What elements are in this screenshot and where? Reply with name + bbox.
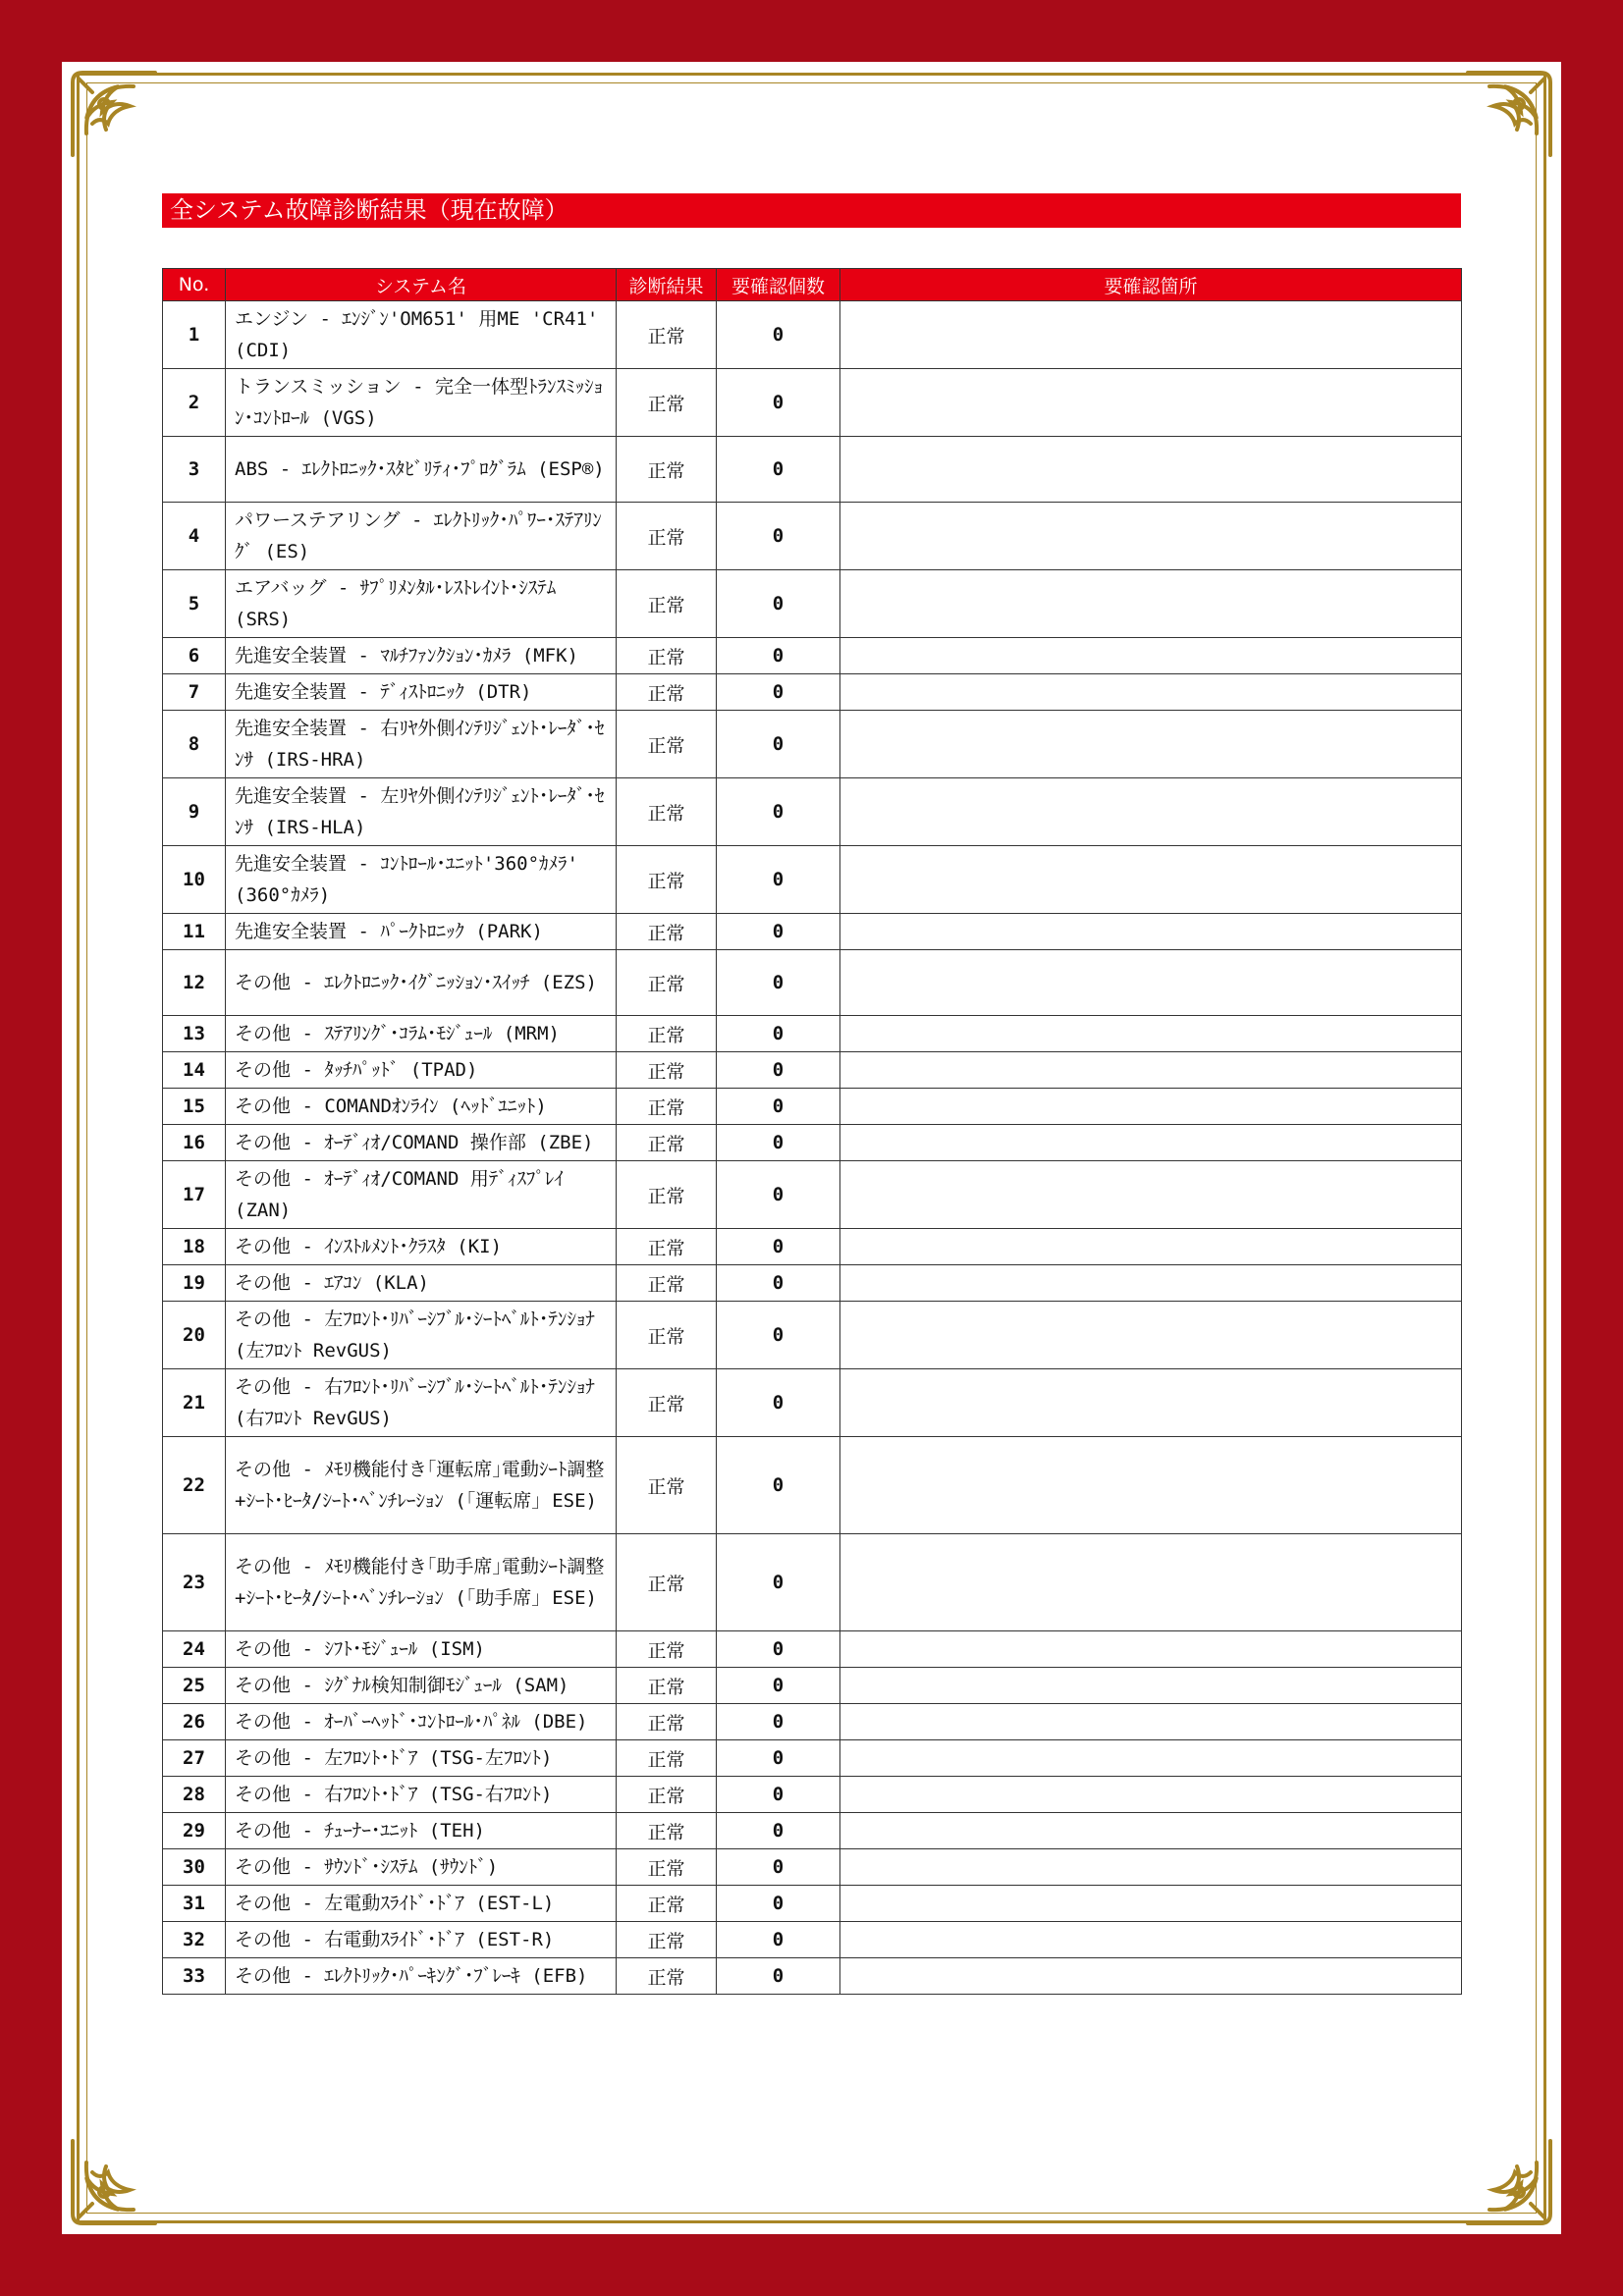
check-location (840, 1777, 1462, 1813)
check-count: 0 (717, 1849, 840, 1886)
row-number: 8 (163, 711, 226, 778)
diagnosis-result: 正常 (617, 570, 717, 638)
check-count: 0 (717, 1813, 840, 1849)
system-name: その他 - ｴﾚｸﾄﾘｯｸ･ﾊﾟｰｷﾝｸﾞ･ﾌﾞﾚｰｷ (EFB) (226, 1958, 617, 1995)
diagnosis-result: 正常 (617, 301, 717, 369)
system-name: その他 - ｼｸﾞﾅﾙ検知制御ﾓｼﾞｭｰﾙ (SAM) (226, 1668, 617, 1704)
table-row (163, 301, 1462, 369)
check-location (840, 1125, 1462, 1161)
check-location (840, 1922, 1462, 1958)
table-row (163, 1668, 1462, 1704)
check-count: 0 (717, 1777, 840, 1813)
diagnosis-result: 正常 (617, 711, 717, 778)
check-count: 0 (717, 1089, 840, 1125)
row-number: 3 (163, 437, 226, 503)
diagnosis-result: 正常 (617, 1052, 717, 1089)
check-location (840, 950, 1462, 1016)
diagnosis-result: 正常 (617, 1958, 717, 1995)
table-row (163, 1958, 1462, 1995)
check-location (840, 570, 1462, 638)
diagnosis-result: 正常 (617, 1437, 717, 1534)
table-row (163, 1813, 1462, 1849)
ornamental-corner-icon (65, 65, 163, 163)
table-row (163, 1125, 1462, 1161)
system-name: パワーステアリング - ｴﾚｸﾄﾘｯｸ･ﾊﾟﾜｰ･ｽﾃｱﾘﾝｸﾞ (ES) (226, 503, 617, 570)
row-number: 24 (163, 1631, 226, 1668)
check-location (840, 1302, 1462, 1369)
check-count: 0 (717, 1229, 840, 1265)
row-number: 18 (163, 1229, 226, 1265)
row-number: 14 (163, 1052, 226, 1089)
table-row (163, 437, 1462, 503)
check-count: 0 (717, 950, 840, 1016)
system-name: その他 - ｼﾌﾄ･ﾓｼﾞｭｰﾙ (ISM) (226, 1631, 617, 1668)
check-location (840, 1740, 1462, 1777)
check-location (840, 1958, 1462, 1995)
diagnosis-result: 正常 (617, 846, 717, 914)
check-location (840, 1089, 1462, 1125)
diagnosis-result: 正常 (617, 1813, 717, 1849)
table-row (163, 1740, 1462, 1777)
row-number: 6 (163, 638, 226, 674)
check-count: 0 (717, 301, 840, 369)
system-name: その他 - ｵｰﾃﾞｨｵ/COMAND 操作部 (ZBE) (226, 1125, 617, 1161)
system-name: 先進安全装置 - ｺﾝﾄﾛｰﾙ･ﾕﾆｯﾄ'360°ｶﾒﾗ' (360°ｶﾒﾗ) (226, 846, 617, 914)
check-location (840, 1631, 1462, 1668)
table-row (163, 1886, 1462, 1922)
row-number: 23 (163, 1534, 226, 1631)
table-row (163, 570, 1462, 638)
row-number: 11 (163, 914, 226, 950)
row-number: 5 (163, 570, 226, 638)
row-number: 29 (163, 1813, 226, 1849)
system-name: その他 - ｵｰﾃﾞｨｵ/COMAND 用ﾃﾞｨｽﾌﾟﾚｲ (ZAN) (226, 1161, 617, 1229)
system-name: その他 - ｲﾝｽﾄﾙﾒﾝﾄ･ｸﾗｽﾀ (KI) (226, 1229, 617, 1265)
header-count: 要確認個数 (717, 269, 840, 301)
check-count: 0 (717, 1125, 840, 1161)
row-number: 15 (163, 1089, 226, 1125)
diagnosis-result: 正常 (617, 1849, 717, 1886)
system-name: 先進安全装置 - ﾃﾞｨｽﾄﾛﾆｯｸ (DTR) (226, 674, 617, 711)
header-no: No. (163, 269, 226, 301)
check-count: 0 (717, 711, 840, 778)
check-count: 0 (717, 1369, 840, 1437)
row-number: 2 (163, 369, 226, 437)
diagnosis-result: 正常 (617, 950, 717, 1016)
check-location (840, 638, 1462, 674)
ornamental-corner-icon (65, 2133, 163, 2231)
system-name: その他 - 右ﾌﾛﾝﾄ･ﾘﾊﾞｰｼﾌﾞﾙ･ｼｰﾄﾍﾞﾙﾄ･ﾃﾝｼｮﾅ (右ﾌﾛﾝﾄ RevGUS) (226, 1369, 617, 1437)
check-location (840, 301, 1462, 369)
table-row (163, 846, 1462, 914)
diagnosis-result: 正常 (617, 1534, 717, 1631)
diagnosis-result: 正常 (617, 778, 717, 846)
table-row (163, 914, 1462, 950)
diagnosis-result: 正常 (617, 437, 717, 503)
check-location (840, 503, 1462, 570)
check-count: 0 (717, 369, 840, 437)
check-count: 0 (717, 1265, 840, 1302)
system-name: その他 - ﾒﾓﾘ機能付き｢助手席｣電動ｼｰﾄ調整+ｼｰﾄ･ﾋｰﾀ/ｼｰﾄ･ﾍﾞﾝﾁﾚｰｼｮﾝ (｢助手席｣ ESE) (226, 1534, 617, 1631)
table-row (163, 1369, 1462, 1437)
header-result: 診断結果 (617, 269, 717, 301)
check-location (840, 1016, 1462, 1052)
table-row (163, 1052, 1462, 1089)
system-name: 先進安全装置 - 右ﾘﾔ外側ｲﾝﾃﾘｼﾞｪﾝﾄ･ﾚｰﾀﾞ･ｾﾝｻ (IRS-HRA) (226, 711, 617, 778)
system-name: その他 - ｵｰﾊﾞｰﾍｯﾄﾞ･ｺﾝﾄﾛｰﾙ･ﾊﾟﾈﾙ (DBE) (226, 1704, 617, 1740)
system-name: その他 - ﾒﾓﾘ機能付き｢運転席｣電動ｼｰﾄ調整+ｼｰﾄ･ﾋｰﾀ/ｼｰﾄ･ﾍﾞﾝﾁﾚｰｼｮﾝ (｢運転席｣ ESE) (226, 1437, 617, 1534)
check-count: 0 (717, 1704, 840, 1740)
diagnosis-result: 正常 (617, 1886, 717, 1922)
row-number: 28 (163, 1777, 226, 1813)
check-count: 0 (717, 846, 840, 914)
check-count: 0 (717, 638, 840, 674)
table-row (163, 1016, 1462, 1052)
table-header-row (163, 269, 1462, 301)
diagnosis-result: 正常 (617, 1125, 717, 1161)
header-location: 要確認箇所 (840, 269, 1462, 301)
check-location (840, 437, 1462, 503)
row-number: 31 (163, 1886, 226, 1922)
check-location (840, 674, 1462, 711)
table-row (163, 1849, 1462, 1886)
check-count: 0 (717, 570, 840, 638)
check-location (840, 1265, 1462, 1302)
check-location (840, 846, 1462, 914)
table-row (163, 1302, 1462, 1369)
check-count: 0 (717, 778, 840, 846)
row-number: 25 (163, 1668, 226, 1704)
table-row (163, 1922, 1462, 1958)
system-name: その他 - 右電動ｽﾗｲﾄﾞ･ﾄﾞｱ (EST-R) (226, 1922, 617, 1958)
diagnosis-table (162, 268, 1462, 1995)
diagnosis-result: 正常 (617, 1777, 717, 1813)
diagnosis-result: 正常 (617, 1369, 717, 1437)
system-name: ABS - ｴﾚｸﾄﾛﾆｯｸ･ｽﾀﾋﾞﾘﾃｨ･ﾌﾟﾛｸﾞﾗﾑ (ESP®) (226, 437, 617, 503)
diagnosis-result: 正常 (617, 1704, 717, 1740)
row-number: 7 (163, 674, 226, 711)
system-name: その他 - ｽﾃｱﾘﾝｸﾞ･ｺﾗﾑ･ﾓｼﾞｭｰﾙ (MRM) (226, 1016, 617, 1052)
header-system-name: システム名 (226, 269, 617, 301)
system-name: その他 - 右ﾌﾛﾝﾄ･ﾄﾞｱ (TSG-右ﾌﾛﾝﾄ) (226, 1777, 617, 1813)
row-number: 12 (163, 950, 226, 1016)
diagnosis-result: 正常 (617, 638, 717, 674)
row-number: 1 (163, 301, 226, 369)
system-name: その他 - 左ﾌﾛﾝﾄ･ﾘﾊﾞｰｼﾌﾞﾙ･ｼｰﾄﾍﾞﾙﾄ･ﾃﾝｼｮﾅ (左ﾌﾛﾝﾄ RevGUS) (226, 1302, 617, 1369)
table-row (163, 1631, 1462, 1668)
check-location (840, 1437, 1462, 1534)
system-name: トランスミッション - 完全一体型ﾄﾗﾝｽﾐｯｼｮﾝ･ｺﾝﾄﾛｰﾙ (VGS) (226, 369, 617, 437)
table-row (163, 674, 1462, 711)
row-number: 10 (163, 846, 226, 914)
report-title: 全システム故障診断結果（現在故障） (162, 193, 1461, 228)
system-name: その他 - 左電動ｽﾗｲﾄﾞ･ﾄﾞｱ (EST-L) (226, 1886, 617, 1922)
diagnosis-result: 正常 (617, 503, 717, 570)
check-count: 0 (717, 1016, 840, 1052)
check-location (840, 1849, 1462, 1886)
system-name: その他 - ｴｱｺﾝ (KLA) (226, 1265, 617, 1302)
check-location (840, 1704, 1462, 1740)
check-count: 0 (717, 1668, 840, 1704)
ornamental-corner-icon (1460, 2133, 1558, 2231)
row-number: 21 (163, 1369, 226, 1437)
check-count: 0 (717, 1302, 840, 1369)
diagnosis-result: 正常 (617, 1089, 717, 1125)
check-count: 0 (717, 437, 840, 503)
table-row (163, 1265, 1462, 1302)
check-location (840, 914, 1462, 950)
check-location (840, 1668, 1462, 1704)
check-location (840, 1052, 1462, 1089)
check-count: 0 (717, 503, 840, 570)
diagnosis-result: 正常 (617, 369, 717, 437)
row-number: 20 (163, 1302, 226, 1369)
system-name: その他 - ﾀｯﾁﾊﾟｯﾄﾞ (TPAD) (226, 1052, 617, 1089)
check-count: 0 (717, 1631, 840, 1668)
row-number: 13 (163, 1016, 226, 1052)
system-name: エアバッグ - ｻﾌﾟﾘﾒﾝﾀﾙ･ﾚｽﾄﾚｲﾝﾄ･ｼｽﾃﾑ (SRS) (226, 570, 617, 638)
row-number: 9 (163, 778, 226, 846)
row-number: 17 (163, 1161, 226, 1229)
check-count: 0 (717, 1437, 840, 1534)
table-row (163, 638, 1462, 674)
diagnosis-result: 正常 (617, 1740, 717, 1777)
check-count: 0 (717, 1052, 840, 1089)
row-number: 33 (163, 1958, 226, 1995)
check-count: 0 (717, 1534, 840, 1631)
table-row (163, 503, 1462, 570)
table-row (163, 369, 1462, 437)
row-number: 30 (163, 1849, 226, 1886)
row-number: 19 (163, 1265, 226, 1302)
table-row (163, 778, 1462, 846)
system-name: その他 - COMANDｵﾝﾗｲﾝ (ﾍｯﾄﾞﾕﾆｯﾄ) (226, 1089, 617, 1125)
check-count: 0 (717, 1740, 840, 1777)
ornamental-corner-icon (1460, 65, 1558, 163)
diagnosis-result: 正常 (617, 1229, 717, 1265)
diagnosis-result: 正常 (617, 914, 717, 950)
table-row (163, 1161, 1462, 1229)
check-location (840, 1534, 1462, 1631)
table-row (163, 711, 1462, 778)
table-row (163, 1777, 1462, 1813)
check-location (840, 369, 1462, 437)
system-name: 先進安全装置 - 左ﾘﾔ外側ｲﾝﾃﾘｼﾞｪﾝﾄ･ﾚｰﾀﾞ･ｾﾝｻ (IRS-HLA) (226, 778, 617, 846)
table-row (163, 950, 1462, 1016)
diagnosis-result: 正常 (617, 674, 717, 711)
system-name: その他 - ﾁｭｰﾅｰ･ﾕﾆｯﾄ (TEH) (226, 1813, 617, 1849)
table-row (163, 1089, 1462, 1125)
diagnosis-result: 正常 (617, 1631, 717, 1668)
check-location (840, 1161, 1462, 1229)
check-location (840, 1229, 1462, 1265)
row-number: 27 (163, 1740, 226, 1777)
diagnosis-result: 正常 (617, 1922, 717, 1958)
table-row (163, 1534, 1462, 1631)
system-name: その他 - ｴﾚｸﾄﾛﾆｯｸ･ｲｸﾞﾆｯｼｮﾝ･ｽｲｯﾁ (EZS) (226, 950, 617, 1016)
diagnosis-result: 正常 (617, 1016, 717, 1052)
check-location (840, 1886, 1462, 1922)
system-name: 先進安全装置 - ﾏﾙﾁﾌｧﾝｸｼｮﾝ･ｶﾒﾗ (MFK) (226, 638, 617, 674)
diagnosis-result: 正常 (617, 1668, 717, 1704)
check-count: 0 (717, 1922, 840, 1958)
table-row (163, 1704, 1462, 1740)
system-name: その他 - 左ﾌﾛﾝﾄ･ﾄﾞｱ (TSG-左ﾌﾛﾝﾄ) (226, 1740, 617, 1777)
row-number: 22 (163, 1437, 226, 1534)
diagnosis-result: 正常 (617, 1302, 717, 1369)
check-location (840, 711, 1462, 778)
diagnosis-result: 正常 (617, 1265, 717, 1302)
row-number: 16 (163, 1125, 226, 1161)
table-row (163, 1229, 1462, 1265)
row-number: 26 (163, 1704, 226, 1740)
check-location (840, 778, 1462, 846)
check-count: 0 (717, 674, 840, 711)
system-name: エンジン - ｴﾝｼﾞﾝ'OM651' 用ME 'CR41' (CDI) (226, 301, 617, 369)
check-count: 0 (717, 1886, 840, 1922)
row-number: 32 (163, 1922, 226, 1958)
check-count: 0 (717, 1958, 840, 1995)
check-count: 0 (717, 1161, 840, 1229)
check-count: 0 (717, 914, 840, 950)
check-location (840, 1813, 1462, 1849)
system-name: 先進安全装置 - ﾊﾟｰｸﾄﾛﾆｯｸ (PARK) (226, 914, 617, 950)
system-name: その他 - ｻｳﾝﾄﾞ･ｼｽﾃﾑ (ｻｳﾝﾄﾞ) (226, 1849, 617, 1886)
row-number: 4 (163, 503, 226, 570)
diagnosis-result: 正常 (617, 1161, 717, 1229)
check-location (840, 1369, 1462, 1437)
table-row (163, 1437, 1462, 1534)
